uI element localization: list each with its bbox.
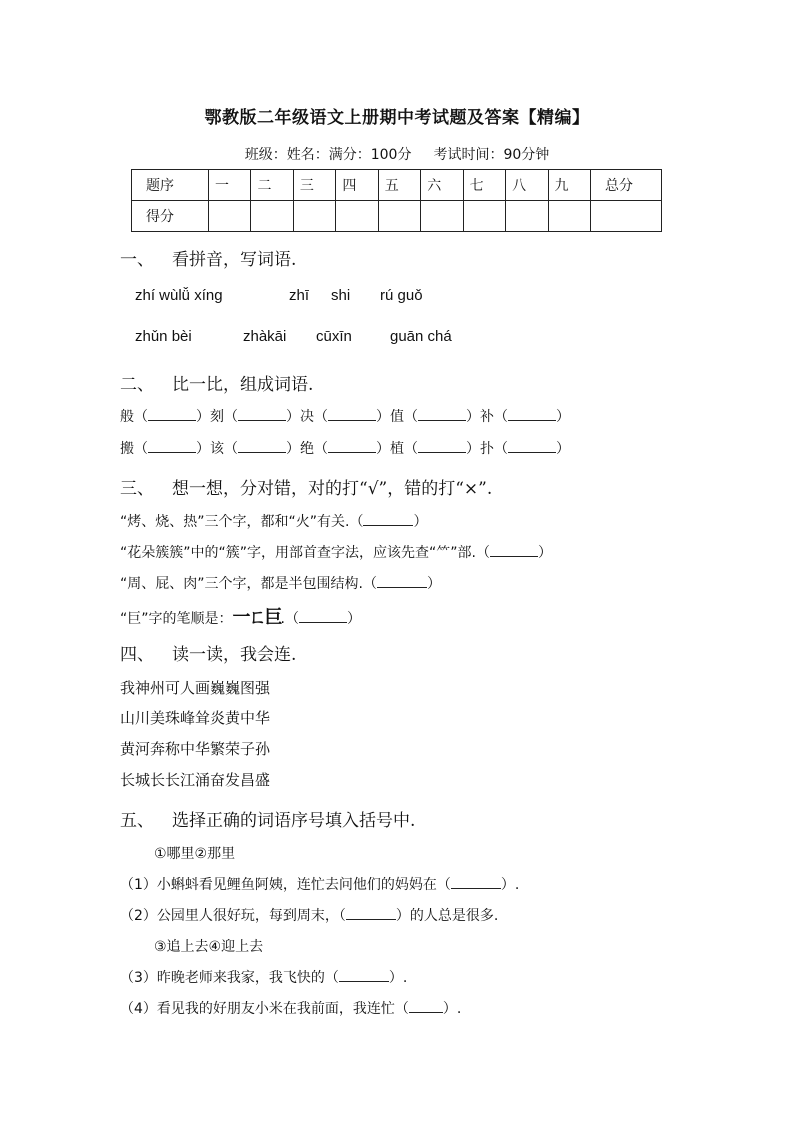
connect-line: 我神州可人画巍巍图强 — [120, 679, 271, 697]
score-cell[interactable] — [463, 201, 505, 232]
compare-char: 值 — [390, 409, 404, 425]
section-heading — [120, 474, 492, 499]
score-header-cell: 四 — [336, 170, 378, 201]
judge-item-end: ） — [426, 576, 441, 592]
section-title: 选择正确的词语序号填入括号中. — [172, 811, 416, 831]
score-header-cell: 六 — [421, 170, 463, 201]
choice-question — [120, 967, 407, 987]
section-number: 三、 — [120, 479, 154, 499]
pinyin-item: cūxīn — [316, 328, 352, 345]
choice-options: ③追上去④迎上去 — [154, 939, 264, 955]
stroke-order-glyphs: 一ㄈ巨 — [232, 607, 281, 628]
choice-question-text: （2）公园里人很好玩，每到周末，（ — [120, 908, 346, 924]
pinyin-item: shi — [331, 287, 351, 304]
choice-options: ①哪里②那里 — [154, 846, 236, 862]
score-header-cell: 题序 — [132, 170, 209, 201]
judge-item-end: ） — [346, 611, 361, 627]
answer-blank[interactable] — [418, 408, 466, 421]
answer-blank[interactable] — [409, 1000, 443, 1013]
answer-blank[interactable] — [418, 440, 466, 453]
compare-char: 搬 — [120, 441, 134, 457]
choice-question — [120, 874, 519, 894]
score-cell[interactable] — [336, 201, 378, 232]
compare-char: 绝 — [300, 441, 314, 457]
section-title: 读一读，我会连. — [172, 645, 297, 665]
compare-char: 植 — [390, 441, 404, 457]
section-title: 看拼音，写词语. — [172, 250, 297, 270]
score-header-cell: 一 — [209, 170, 251, 201]
score-header-cell: 五 — [378, 170, 420, 201]
section-number: 五、 — [120, 811, 154, 831]
compare-char: 刻 — [210, 409, 224, 425]
section-title: 比一比，组成词语. — [172, 375, 314, 395]
section-heading — [120, 370, 313, 395]
answer-blank[interactable] — [451, 876, 501, 889]
answer-blank[interactable] — [377, 575, 427, 588]
compare-char: 般 — [120, 409, 134, 425]
section-heading — [120, 806, 415, 831]
compare-char: 该 — [210, 441, 224, 457]
choice-question-text: （4）看见我的好朋友小米在我前面，我连忙（ — [120, 1001, 409, 1017]
answer-blank[interactable] — [148, 440, 196, 453]
page-title: 鄂教版二年级语文上册期中考试题及答案【精编】 — [204, 108, 590, 128]
judge-item-text: “周、屁、肉”三个字，都是半包围结构.（ — [120, 576, 377, 592]
score-header-cell: 八 — [506, 170, 548, 201]
answer-blank[interactable] — [363, 513, 413, 526]
score-header-cell: 总分 — [591, 170, 662, 201]
judge-item — [120, 573, 441, 593]
score-cell[interactable] — [421, 201, 463, 232]
answer-blank[interactable] — [328, 408, 376, 421]
answer-blank[interactable] — [238, 440, 286, 453]
choice-question-end: ）的人总是很多. — [395, 908, 499, 924]
judge-item-text: “巨”字的笔顺是： — [120, 611, 233, 627]
section-heading — [120, 640, 296, 665]
answer-blank[interactable] — [339, 969, 389, 982]
judge-item-punct: .（ — [280, 611, 299, 627]
connect-line: 长城长长江涌奋发昌盛 — [120, 771, 271, 789]
answer-blank[interactable] — [299, 610, 347, 623]
score-cell[interactable] — [251, 201, 293, 232]
judge-item — [120, 511, 427, 531]
score-table-header-row — [132, 170, 662, 201]
score-header-cell: 七 — [463, 170, 505, 201]
score-cell[interactable] — [591, 201, 662, 232]
judge-item — [120, 603, 361, 629]
judge-item-end: ） — [537, 545, 552, 561]
score-cell[interactable] — [378, 201, 420, 232]
score-cell[interactable] — [548, 201, 591, 232]
score-cell[interactable] — [293, 201, 335, 232]
choice-question — [120, 905, 498, 925]
score-header-cell: 三 — [293, 170, 335, 201]
answer-blank[interactable] — [490, 544, 538, 557]
choice-question — [120, 998, 461, 1018]
score-header-cell: 九 — [548, 170, 591, 201]
judge-item-text: “花朵簇簇”中的“簇”字，用部首查字法，应该先查“⺮”部.（ — [120, 545, 490, 561]
score-header-cell: 二 — [251, 170, 293, 201]
judge-item-end: ） — [413, 514, 428, 530]
compare-row: 般（ ）刻（ ）决（ ）值（ ）补（ ） — [120, 409, 570, 425]
score-cell[interactable] — [209, 201, 251, 232]
pinyin-item: guān chá — [390, 328, 452, 345]
section-number: 四、 — [120, 645, 154, 665]
compare-row: 搬（ ）该（ ）绝（ ）植（ ）扑（ ） — [120, 441, 570, 457]
compare-char: 扑 — [480, 441, 494, 457]
answer-blank[interactable] — [148, 408, 196, 421]
choice-question-end: ）. — [500, 877, 520, 893]
judge-item — [120, 542, 552, 562]
answer-blank[interactable] — [346, 907, 396, 920]
score-cell[interactable] — [506, 201, 548, 232]
score-table — [131, 169, 662, 232]
answer-blank[interactable] — [238, 408, 286, 421]
section-number: 二、 — [120, 375, 154, 395]
judge-item-text: “烤、烧、热”三个字，都和“火”有关.（ — [120, 514, 364, 530]
score-row-label: 得分 — [132, 201, 209, 232]
section-number: 一、 — [120, 250, 154, 270]
exam-info-time: 考试时间：90分钟 — [433, 147, 550, 163]
connect-line: 山川美珠峰耸炎黄中华 — [120, 709, 271, 727]
section-title: 想一想，分对错，对的打“√”，错的打“×”. — [172, 479, 493, 499]
exam-info — [0, 144, 794, 164]
pinyin-item: zhǔn bèi — [135, 328, 192, 345]
pinyin-item: zhàkāi — [243, 328, 287, 345]
choice-question-text: （3）昨晚老师来我家，我飞快的（ — [120, 970, 339, 986]
pinyin-item: zhī — [289, 287, 310, 304]
section-heading — [120, 245, 296, 270]
answer-blank[interactable] — [508, 440, 556, 453]
compare-char: 补 — [480, 409, 494, 425]
answer-blank[interactable] — [508, 408, 556, 421]
choice-question-text: （1）小蝌蚪看见鲤鱼阿姨，连忙去问他们的妈妈在（ — [120, 877, 451, 893]
choice-question-end: ）. — [442, 1001, 462, 1017]
exam-info-class: 班级：姓名：满分：100分 — [244, 147, 412, 163]
score-table-score-row — [132, 201, 662, 232]
pinyin-item: rú guǒ — [380, 287, 423, 304]
choice-question-end: ）. — [388, 970, 408, 986]
pinyin-item: zhí wùlǚ xíng — [135, 287, 223, 304]
compare-char: 决 — [300, 409, 314, 425]
answer-blank[interactable] — [328, 440, 376, 453]
connect-line: 黄河奔称中华繁荣子孙 — [120, 740, 271, 758]
